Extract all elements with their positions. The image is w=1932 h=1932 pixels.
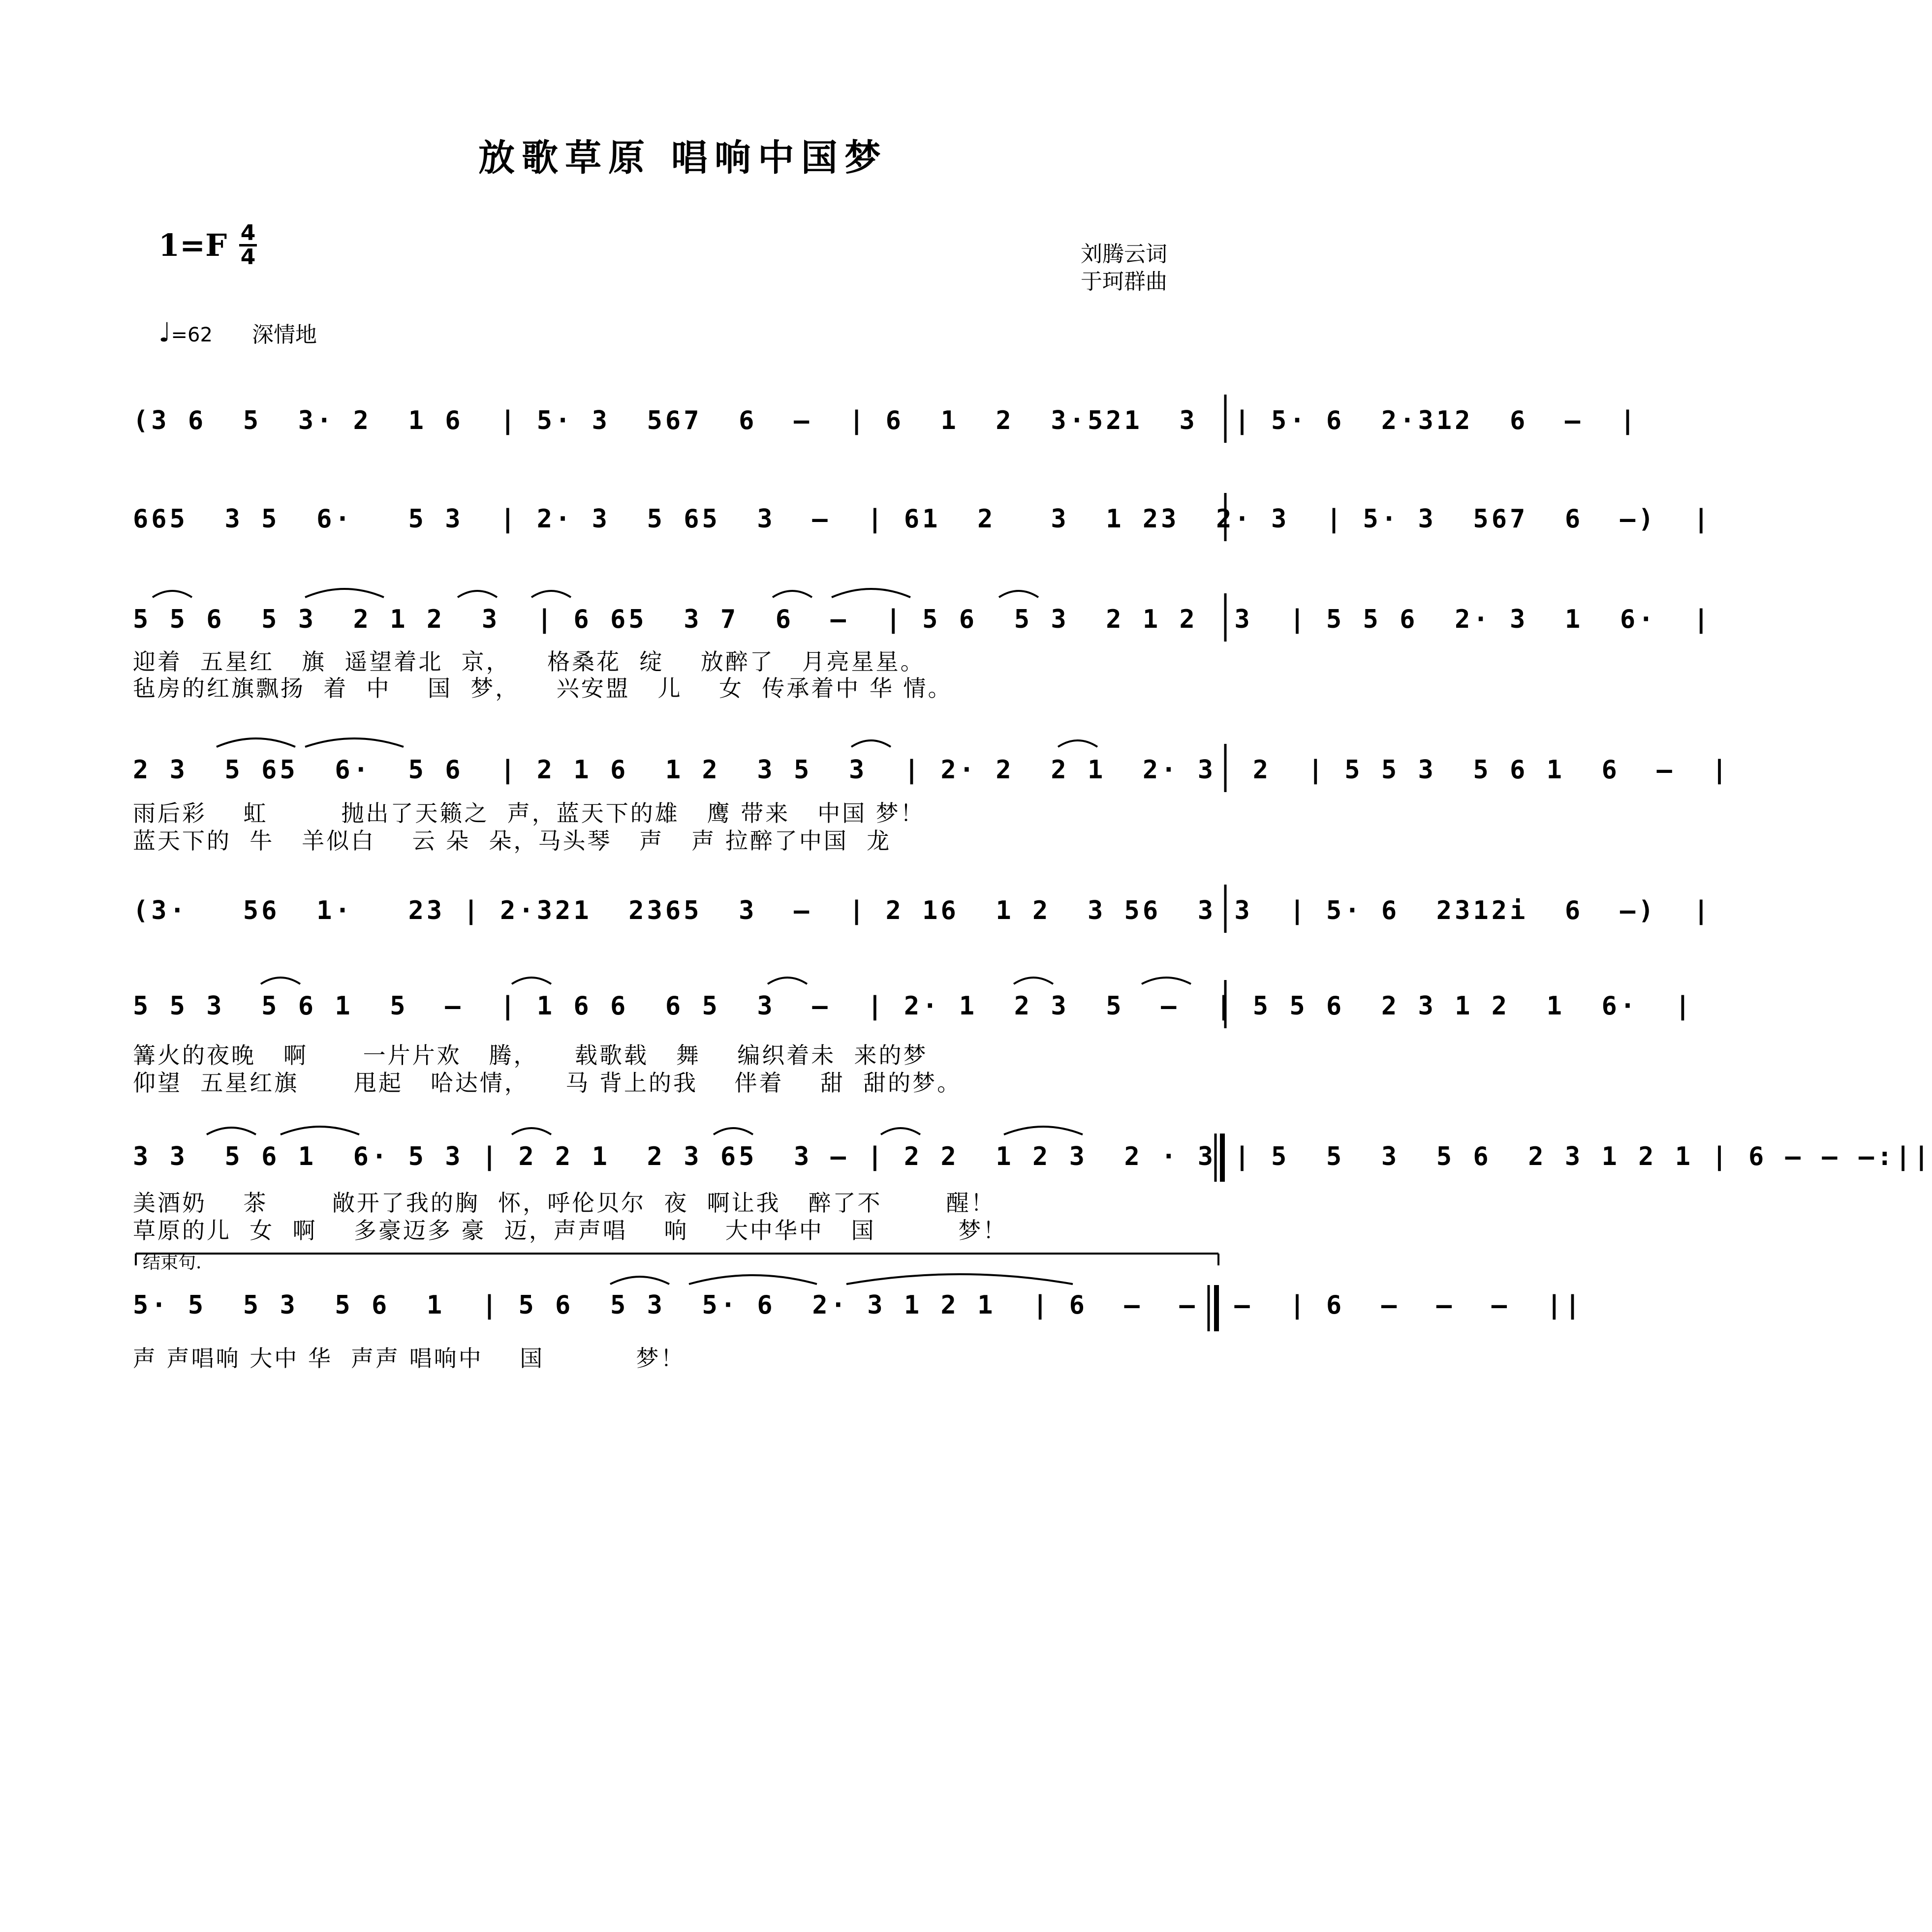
time-signature-top: 4	[240, 220, 256, 245]
slur	[846, 1274, 1073, 1284]
lyric-line-7-verse-2: 草原的儿 女 啊 多豪迈多 豪 迈，声声唱 响 大中华中 国 梦！	[133, 1217, 1008, 1244]
slur	[832, 589, 910, 597]
slur	[881, 1128, 920, 1135]
quarter-note-icon: ♩	[158, 317, 171, 348]
slur	[512, 978, 551, 984]
notation-line-ending: 5· 5 5 3 5 6 1 | 5 6 5 3 5· 6 2· 3 1 2 1 | 6 – – – | 6 – – – ||	[133, 1290, 1584, 1320]
slur	[999, 591, 1038, 597]
slur	[207, 1128, 256, 1135]
notation-line-1: (3 6 5 3· 2 1 6 | 5· 3 567 6 – | 6 1 2 3·521 3 | 5· 6 2·312 6 – |	[133, 406, 1639, 435]
slur	[531, 591, 571, 597]
lyric-line-ending: 声 声唱响 大中 华 声声 唱响中 国 梦！	[133, 1345, 686, 1372]
slur	[714, 1128, 753, 1135]
notation-line-2: 665 3 5 6· 5 3 | 2· 3 5 65 3 – | 61 2 3 1 23 2· 3 | 5· 3 567 6 –) |	[133, 504, 1712, 534]
lyric-line-6-verse-1: 篝火的夜晚 啊 一片片欢 腾， 载歌载 舞 编织着未 来的梦	[133, 1042, 928, 1069]
slur	[458, 591, 497, 597]
notation-line-7: 3 3 5 6 1 6· 5 3 | 2 2 1 2 3 65 3 – | 2 2 1 2 3 2 · 3 | 5 5 3 5 6 2 3 1 2 1 | 6 – – –:||	[133, 1142, 1932, 1171]
slur	[261, 978, 300, 984]
slur	[1014, 978, 1053, 984]
composer-credit: 于珂群曲	[1081, 269, 1167, 294]
lyric-line-7-verse-1: 美酒奶 茶 敞开了我的胸 怀，呼伦贝尔 夜 啊让我 醉了不 醒！	[133, 1190, 996, 1216]
notation-line-6: 5 5 3 5 6 1 5 – | 1 6 6 6 5 3 – | 2· 1 2 3 5 – | 5 5 6 2 3 1 2 1 6· |	[133, 991, 1694, 1021]
slur	[512, 1128, 551, 1135]
lyric-line-3-verse-2: 毡房的红旗飘扬 着 中 国 梦， 兴安盟 儿 女 传承着中 华 情。	[133, 675, 953, 702]
lyric-line-4-verse-2: 蓝天下的 牛 羊似白 云 朵 朵，马头琴 声 声 拉醉了中国 龙	[133, 828, 892, 854]
song-title: 放歌草原 唱响中国梦	[478, 137, 888, 179]
slur	[280, 1127, 359, 1135]
lyric-line-3-verse-1: 迎着 五星红 旗 遥望着北 京， 格桑花 绽 放醉了 月亮星星。	[133, 648, 925, 675]
key-signature: 1=F	[158, 227, 227, 263]
time-signature-bottom: 4	[240, 245, 256, 270]
slur	[305, 589, 384, 597]
slur	[1058, 740, 1097, 747]
expression-marking: 深情地	[252, 322, 317, 347]
notation-line-3: 5 5 6 5 3 2 1 2 3 | 6 65 3 7 6 – | 5 6 5 3 2 1 2 3 | 5 5 6 2· 3 1 6· |	[133, 605, 1712, 634]
notation-line-4: 2 3 5 65 6· 5 6 | 2 1 6 1 2 3 5 3 | 2· 2 2 1 2· 3 2 | 5 5 3 5 6 1 6 – |	[133, 755, 1730, 785]
slur	[768, 978, 807, 984]
ending-label: 结束句.	[143, 1253, 202, 1273]
tempo-value: =62	[171, 324, 213, 346]
slur	[305, 738, 404, 747]
notation-line-5: (3· 56 1· 23 | 2·321 2365 3 – | 2 16 1 2 3 56 3 3 | 5· 6 2312i 6 –) |	[133, 896, 1712, 925]
lyricist-credit: 刘腾云词	[1081, 242, 1167, 267]
slur	[689, 1275, 817, 1284]
slur	[773, 591, 812, 597]
lyric-line-4-verse-1: 雨后彩 虹 抛出了天籁之 声，蓝天下的雄 鹰 带来 中国 梦！	[133, 800, 925, 827]
slur	[1004, 1127, 1083, 1135]
slur	[610, 1277, 669, 1284]
slur	[217, 738, 295, 747]
slur	[153, 591, 192, 597]
slur	[1142, 978, 1191, 984]
lyric-line-6-verse-2: 仰望 五星红旗 甩起 哈达情， 马 背上的我 伴着 甜 甜的梦。	[133, 1070, 962, 1096]
slur	[851, 740, 891, 747]
